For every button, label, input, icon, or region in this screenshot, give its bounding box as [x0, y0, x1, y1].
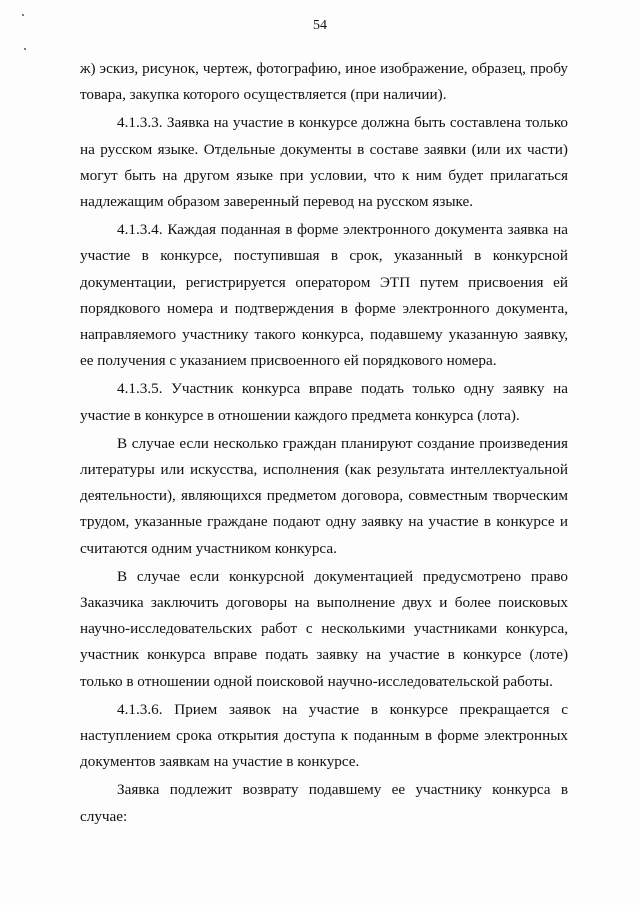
paragraph-4-1-3-3: 4.1.3.3. Заявка на участие в конкурсе должна быть составлена только на русском языке. Отдельные документы в составе заявки (или их части) могут быть на другом языке при условии, что к ним будет прилагаться надлежащим образом заверенный перевод на русском языке.	[80, 114, 568, 211]
paragraph-4-1-3-4: 4.1.3.4. Каждая поданная в форме электронного документа заявка на участие в конкурсе, поступившая в срок, указанный в конкурсной документации, регистрируется оператором ЭТП путем присвоения ей порядкового номера и подтверждения в форме электронного документа, направляемого участнику такого конкурса, подавшему указанную заявку, ее получения с указанием присвоенного ей порядкового номера.	[80, 221, 568, 370]
paragraph-4-1-3-6: 4.1.3.6. Прием заявок на участие в конкурсе прекращается с наступлением срока открытия доступа к поданным в форме электронных документов заявкам на участие в конкурсе.	[80, 700, 568, 771]
paragraph-return-cases: Заявка подлежит возврату подавшему ее участнику конкурса в случае:	[80, 781, 568, 825]
paragraph-item-zh: ж) эскиз, рисунок, чертеж, фотографию, иное изображение, образец, пробу товара, закупка которого осуществляется (при наличии).	[80, 60, 568, 104]
scan-speck	[24, 48, 26, 50]
scan-speck	[22, 14, 24, 16]
paragraph-multiple-contracts: В случае если конкурсной документацией предусмотрено право Заказчика заключить договоры на выполнение двух и более поисковых научно-исследовательских работ с несколькими участниками конкурса, участник конкурса вправе подать заявку на участие в конкурсе (лоте) только в отношении одной поисковой научно-исследовательской работы.	[80, 567, 568, 690]
paragraph-4-1-3-5: 4.1.3.5. Участник конкурса вправе подать только одну заявку на участие в конкурсе в отношении каждого предмета конкурса (лота).	[80, 380, 568, 424]
page-number: 54	[313, 18, 327, 33]
paragraph-joint-authors: В случае если несколько граждан планируют создание произведения литературы или искусства, исполнения (как результата интеллектуальной деятельности), являющихся предметом договора, совместным творческим трудом, указанные граждане подают одну заявку на участие в конкурсе и считаются одним участником конкурса.	[80, 434, 568, 557]
document-body	[80, 56, 568, 830]
